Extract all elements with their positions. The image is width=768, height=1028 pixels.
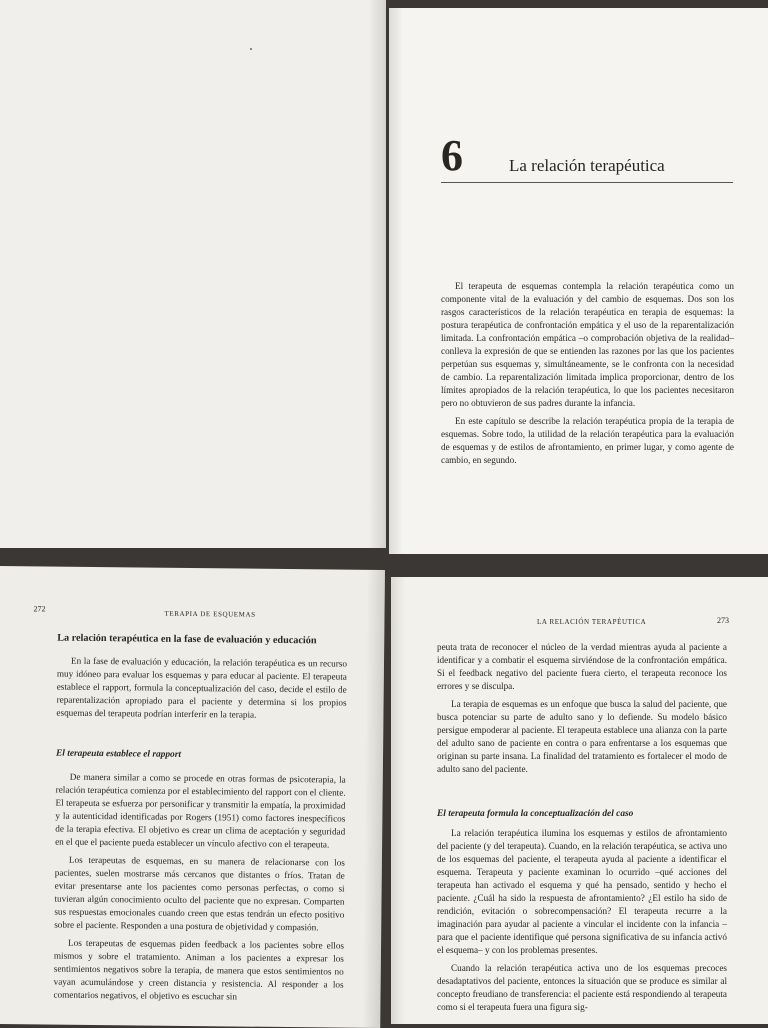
page-number: 272 xyxy=(33,604,46,614)
subheading: El terapeuta establece el rapport xyxy=(55,748,182,760)
body-paragraph: De manera similar a como se procede en otras formas de psicoterapia, la relación terapéutica comienza por el establecimiento del rapport con el cliente. El terapeuta se esfuerza por personificar y transmitir la empatía, la proximidad y la autenticidad identificadas por Rogers (1951) como factores inespecíficos de la terapia efectiva. El objetivo es crear un clima de aceptación y seguridad en el que el paciente pueda establecer un vínculo afectivo con el terapeuta. xyxy=(55,771,346,850)
body-paragraph: En la fase de evaluación y educación, la relación terapéutica es un recurso muy idóneo para evaluar los esquemas y para educar al paciente. El terapeuta establece el rapport, formula la conceptualización del caso, decide el estilo de reparentalización apropiado para el paciente y determina si los propios esquemas del terapeuta podrían interferir en la terapia. xyxy=(56,655,348,720)
chapter-opening-page xyxy=(389,8,768,554)
running-head: LA RELACIÓN TERAPÉUTICA xyxy=(537,618,647,626)
body-text-bottom xyxy=(437,827,727,1014)
body-paragraph: peuta trata de reconocer el núcleo de la verdad mientras ayuda al paciente a identificar y a combatir el esquema sirviéndose de la confrontación empática. Si el feedback negativo del paciente fuera cierto, el terapeuta reconoce los errores y se disculpa. xyxy=(437,642,727,691)
intro-paragraph: En este capítulo se describe la relación terapéutica propia de la terapia de esquemas. Sobre todo, la utilidad de la relación terapéutica para la evaluación de esquemas y de estilos de afrontamiento, en primer lugar, y como agente de cambio, en segundo. xyxy=(441,416,734,465)
page-number: 273 xyxy=(717,616,729,625)
running-head: TERAPIA DE ESQUEMAS xyxy=(164,609,256,619)
gutter-shadow xyxy=(362,570,385,1028)
section-heading: La relación terapéutica en la fase de evaluación y educación xyxy=(57,632,317,647)
gutter-shadow xyxy=(391,577,405,1024)
blank-page xyxy=(0,0,386,548)
chapter-title-rule xyxy=(441,182,733,183)
body-paragraph: Los terapeutas de esquemas piden feedback a los pacientes sobre ellos mismos y sobre el tratamiento. Animan a los pacientes a expresar los sentimientos negativos sobre la terapia, de manera que estos sentimientos no vayan acumulándose y creen distancia y resistencia. Al responder a los comentarios negativos, el objetivo es escuchar sin xyxy=(53,937,345,1002)
chapter-intro xyxy=(441,280,734,467)
section-intro xyxy=(56,655,347,723)
page-273 xyxy=(391,577,768,1024)
intro-paragraph: El terapeuta de esquemas contempla la relación terapéutica como un componente vital de la evaluación y del cambio de esquemas. Dos son los rasgos característicos de la relación terapéutica en terapia de esquemas: la postura terapéutica de confrontación empática y el uso de la reparentalización limitada. La confrontación empática –o comprobación objetiva de la realidad– conlleva la expresión de que se entienden las razones por las que los pacientes perpetúan sus esquemas y, simultáneamente, se le confronta con la necesidad de cambio. La reparentalización limitada implica proporcionar, dentro de los límites apropiados de la relación terapéutica, lo que los pacientes necesitaron pero no obtuvieron de sus padres durante la infancia. xyxy=(441,281,734,408)
body-paragraph: Los terapeutas de esquemas, en su manera de relacionarse con los pacientes, suelen mostrarse más cercanos que distantes o fríos. Tratan de evitar presentarse ante los pacientes como personas perfectas, o como si tuvieran algún conocimiento oculto del paciente que no expresan. Comparten sus respuestas emocionales cuando creen que estas tendrán un efecto positivo sobre el paciente. Responden a una postura de objetividad y compasión. xyxy=(54,854,345,933)
chapter-title: La relación terapéutica xyxy=(509,156,665,175)
chapter-number: 6 xyxy=(441,131,463,180)
paper-speck xyxy=(250,48,252,50)
gutter-shadow xyxy=(368,0,386,548)
body-paragraph: La relación terapéutica ilumina los esquemas y estilos de afrontamiento del paciente (y del terapeuta). Cuando, en la relación terapéutica, se activa uno de los esquemas del paciente, el terapeuta ayuda al paciente a identificar el esquema. Terapeuta y paciente examinan lo ocurrido –qué acciones del terapeuta han activado el esquema y qué ha pensado, sentido y hecho el paciente. ¿Cuál ha sido la respuesta de afrontamiento? ¿El estilo ha sido de rendición, evitación o sobrecompensación? El terapeuta recurre a la imaginación para ayudar al paciente a vincular el incidente con la infancia –para que el paciente identifique qué persona significativa de su infancia activó el esquema– y con los problemas presentes. xyxy=(437,828,727,955)
body-paragraph: Cuando la relación terapéutica activa uno de los esquemas precoces desadaptativos del paciente, entonces la situación que se produce es similar al concepto freudiano de transferencia: el paciente está respondiendo al terapeuta como si el terapeuta fuera una figura sig- xyxy=(437,963,727,1012)
body-paragraph: La terapia de esquemas es un enfoque que busca la salud del paciente, que busca potenciar su parte de adulto sano y lo defiende. Su modelo básico persigue empoderar al paciente. El terapeuta establece una alianza con la parte del adulto sano de paciente en contra o para enfrentarse a los esquemas que originan su parte insana. La finalidad del tratamiento es fortalecer el modo de adulto sano del paciente. xyxy=(437,699,727,774)
body-text-top xyxy=(437,641,727,776)
body-text xyxy=(53,771,345,1005)
gutter-shadow xyxy=(389,8,403,554)
subheading: El terapeuta formula la conceptualización del caso xyxy=(437,809,634,819)
page-272 xyxy=(0,566,385,1028)
